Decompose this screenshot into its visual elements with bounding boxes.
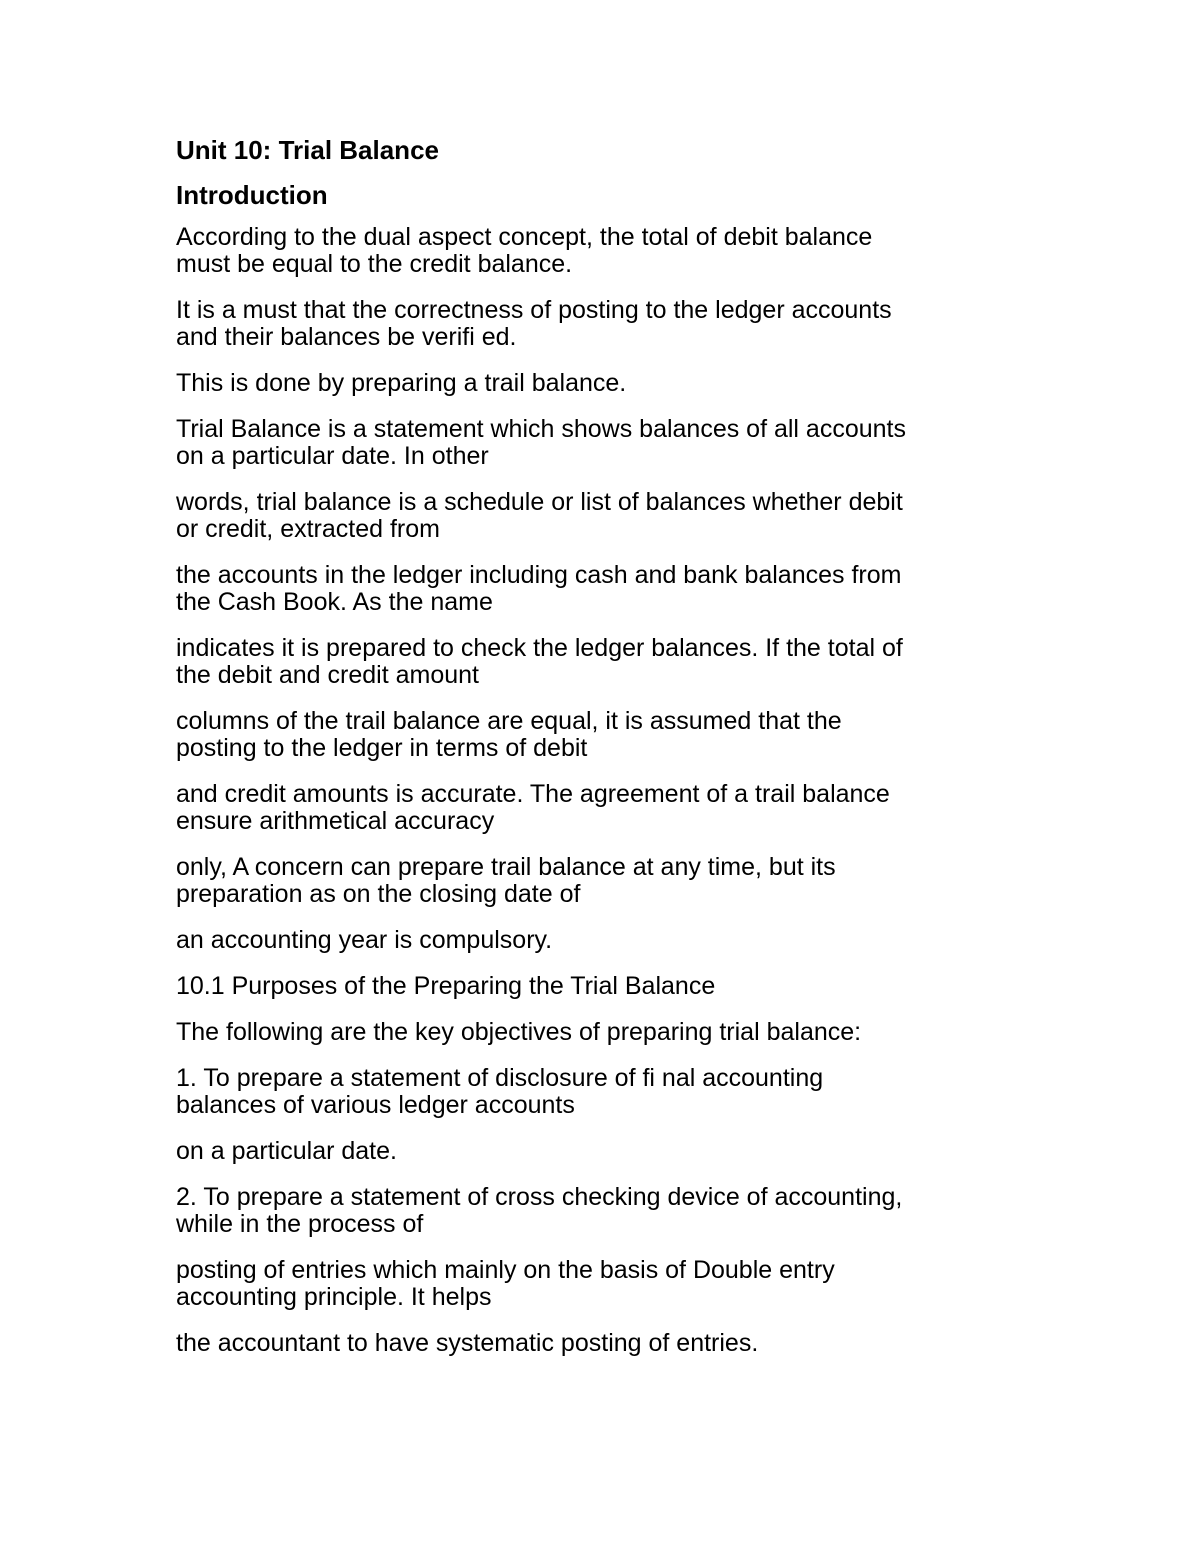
paragraph-line: 10.1 Purposes of the Preparing the Trial Balance xyxy=(176,972,716,1000)
paragraph-line: the Cash Book. As the name xyxy=(176,588,493,616)
section-heading: Introduction xyxy=(176,180,328,210)
document-body xyxy=(176,134,1056,1376)
paragraph-line: 2. To prepare a statement of cross checking device of accounting, xyxy=(176,1183,903,1211)
paragraph-line: and credit amounts is accurate. The agreement of a trail balance xyxy=(176,780,890,808)
paragraph xyxy=(176,1019,1056,1046)
paragraph-line: on a particular date. xyxy=(176,1137,397,1165)
paragraph-line: It is a must that the correctness of posting to the ledger accounts xyxy=(176,296,892,324)
paragraph-line: preparation as on the closing date of xyxy=(176,880,581,908)
paragraph-line: and their balances be verifi ed. xyxy=(176,323,517,351)
paragraph xyxy=(176,224,1056,278)
paragraph-line: the accounts in the ledger including cash and bank balances from xyxy=(176,561,902,589)
list-item xyxy=(176,1065,1056,1119)
paragraph xyxy=(176,854,1056,908)
paragraph-line: posting of entries which mainly on the basis of Double entry xyxy=(176,1256,835,1284)
paragraph-line: while in the process of xyxy=(176,1210,424,1238)
paragraph xyxy=(176,370,1056,397)
paragraph-line: an accounting year is compulsory. xyxy=(176,926,553,954)
page-title: Unit 10: Trial Balance xyxy=(176,135,439,165)
paragraph-line: This is done by preparing a trail balance. xyxy=(176,369,627,397)
paragraph-line: must be equal to the credit balance. xyxy=(176,250,573,278)
paragraph xyxy=(176,1257,1056,1311)
paragraph-line: the debit and credit amount xyxy=(176,661,479,689)
paragraph xyxy=(176,489,1056,543)
list-item xyxy=(176,1184,1056,1238)
paragraph-line: 1. To prepare a statement of disclosure of fi nal accounting xyxy=(176,1064,824,1092)
paragraph-line: The following are the key objectives of preparing trial balance: xyxy=(176,1018,862,1046)
paragraph-line: According to the dual aspect concept, the total of debit balance xyxy=(176,223,873,251)
paragraph xyxy=(176,1330,1056,1357)
paragraph-line: Trial Balance is a statement which shows balances of all accounts xyxy=(176,415,906,443)
paragraph xyxy=(176,635,1056,689)
paragraph-line: only, A concern can prepare trail balance at any time, but its xyxy=(176,853,836,881)
paragraph-line: the accountant to have systematic posting of entries. xyxy=(176,1329,759,1357)
paragraph xyxy=(176,297,1056,351)
paragraph xyxy=(176,708,1056,762)
paragraph xyxy=(176,562,1056,616)
paragraph-line: or credit, extracted from xyxy=(176,515,440,543)
paragraph xyxy=(176,1138,1056,1165)
paragraph-line: on a particular date. In other xyxy=(176,442,489,470)
paragraph xyxy=(176,927,1056,954)
paragraph-line: words, trial balance is a schedule or list of balances whether debit xyxy=(176,488,903,516)
paragraph-line: indicates it is prepared to check the ledger balances. If the total of xyxy=(176,634,903,662)
section-subheading xyxy=(176,973,1056,1000)
paragraph xyxy=(176,781,1056,835)
paragraph xyxy=(176,416,1056,470)
paragraph-line: posting to the ledger in terms of debit xyxy=(176,734,588,762)
paragraph-line: balances of various ledger accounts xyxy=(176,1091,575,1119)
paragraph-line: columns of the trail balance are equal, it is assumed that the xyxy=(176,707,842,735)
paragraph-line: accounting principle. It helps xyxy=(176,1283,492,1311)
paragraph-line: ensure arithmetical accuracy xyxy=(176,807,495,835)
